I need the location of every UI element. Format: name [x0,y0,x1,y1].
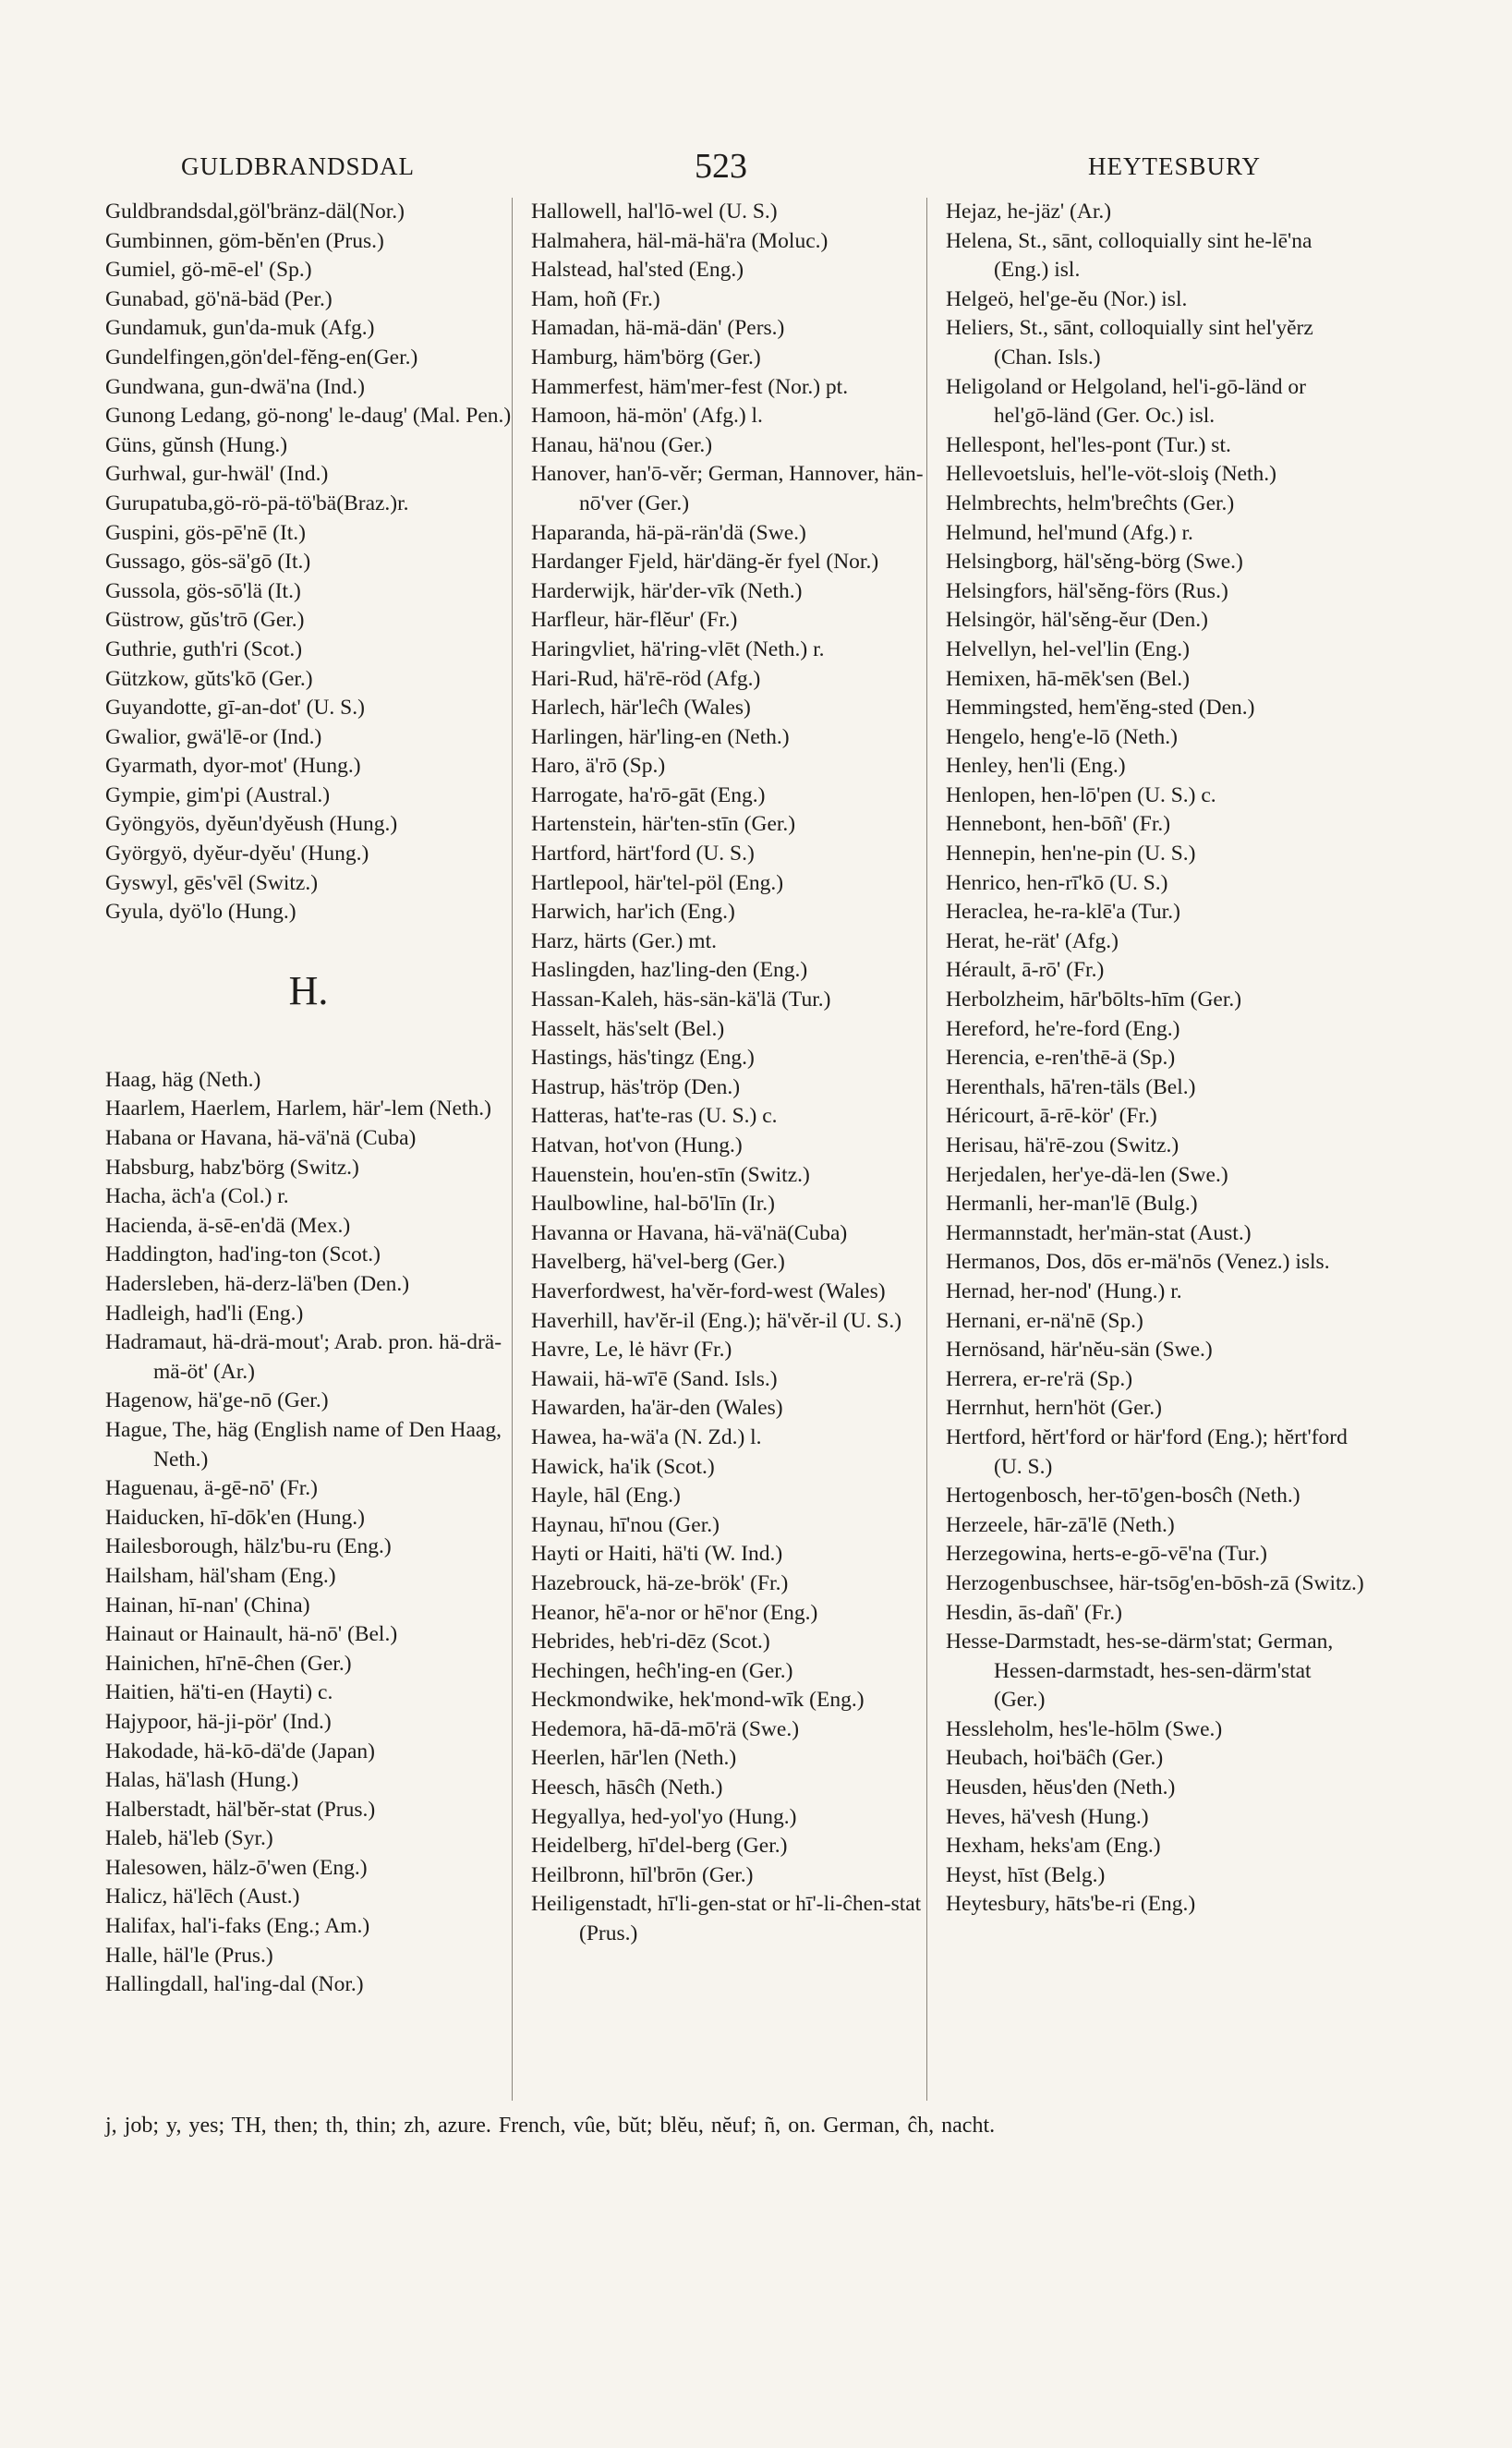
gazetteer-entry: Haverfordwest, ha'vĕr-ford-west (Wales) [531,1279,886,1303]
gazetteer-entry: Haslingden, haz'ling-den (Eng.) [531,958,808,983]
gazetteer-entry: Heidelberg, hī'del-berg (Ger.) [531,1834,788,1859]
gazetteer-entry: Helmbrechts, helm'breĉhts (Ger.) [946,491,1235,515]
gazetteer-entry: Gurupatuba,gö-rö-pä-tö'bä(Braz.)r. [105,491,409,515]
gazetteer-entry: Heyst, hīst (Belg.) [946,1862,1106,1887]
gazetteer-entry: Gussago, gös-sä'gō (It.) [105,550,311,575]
gazetteer-entry: Guthrie, guth'ri (Scot.) [105,636,303,661]
gazetteer-entry: Hayle, hāl (Eng.) [531,1484,681,1509]
gazetteer-entry: Gwalior, gwä'lē-or (Ind.) [105,724,322,749]
gazetteer-entry: Hadleigh, had'li (Eng.) [105,1301,304,1326]
gazetteer-entry: Hajypoor, hä-ji-pör' (Ind.) [105,1709,332,1734]
gazetteer-entry: Hellespont, hel'les-pont (Tur.) st. [946,432,1231,457]
gazetteer-entry: Gyula, dyö'lo (Hung.) [105,900,296,925]
column-1-entries-h [105,1066,512,2000]
gazetteer-entry: Haverhill, hav'ĕr-il (Eng.); hä'vĕr-il (U. S.) [531,1308,902,1333]
gazetteer-entry: Hazebrouck, hä-ze-brök' (Fr.) [531,1570,789,1595]
gazetteer-entry: Hennebont, hen-bōñ' (Fr.) [946,812,1171,837]
gazetteer-entry: Haddington, had'ing-ton (Scot.) [105,1242,381,1267]
column-1-entries-g [105,198,512,927]
gazetteer-entry: Heanor, hē'a-nor or hē'nor (Eng.) [531,1600,818,1625]
gazetteer-entry: Herbolzheim, hār'bōlts-hīm (Ger.) [946,988,1242,1012]
gazetteer-entry: Harrogate, ha'rō-gāt (Eng.) [531,782,766,807]
gazetteer-entry: Halicz, hä'lēch (Aust.) [105,1884,300,1909]
gazetteer-entry: Heliers, St., sānt, colloquially sint hel'yĕrz (Chan. Isls.) [946,316,1313,370]
gazetteer-entry: Halesowen, hälz-ō'wen (Eng.) [105,1855,368,1880]
gazetteer-entry: Hérault, ā-rō' (Fr.) [946,958,1105,983]
gazetteer-entry: Helsingfors, häl'sĕng-förs (Rus.) [946,578,1228,603]
gazetteer-entry: Herisau, hä'rē-zou (Switz.) [946,1133,1179,1157]
gazetteer-entry: Haguenau, ä-gē-nō' (Fr.) [105,1476,319,1501]
gazetteer-entry: Hermannstadt, her'män-stat (Aust.) [946,1220,1252,1245]
gazetteer-entry: Hainaut or Hainault, hä-nō' (Bel.) [105,1622,398,1647]
pronunciation-key-footer: j, job; y, yes; TH, then; th, thin; zh, azure. French, vûe, bŭt; blĕu, nĕuf; ñ, on. German, ĉh, nacht. [105,2114,996,2138]
gazetteer-entry: Gunong Ledang, gö-nong' le-daug' (Mal. Pen.) [105,404,512,429]
gazetteer-entry: Herencia, e-ren'thē-ä (Sp.) [946,1046,1176,1071]
gazetteer-entry: Hermanos, Dos, dōs er-mä'nōs (Venez.) isls. [946,1250,1330,1275]
gazetteer-entry: Henlopen, hen-lō'pen (U. S.) c. [946,782,1216,807]
gazetteer-entry: Halstead, hal'sted (Eng.) [531,258,744,283]
gazetteer-entry: Güstrow, gŭs'trō (Ger.) [105,608,305,633]
gazetteer-entry: Herzogenbuschsee, här-tsōg'en-bōsh-zā (Switz.) [946,1570,1364,1595]
gazetteer-entry: Hastrup, häs'tröp (Den.) [531,1074,741,1099]
column-3-entries [946,198,1366,1920]
gazetteer-entry: Hesdin, ās-dañ' (Fr.) [946,1600,1122,1625]
gazetteer-entry: Haitien, hä'ti-en (Hayti) c. [105,1680,333,1705]
gazetteer-entry: Henley, hen'li (Eng.) [946,754,1126,779]
gazetteer-entry: Haparanda, hä-pä-rän'dä (Swe.) [531,520,806,545]
gazetteer-entry: Hawaii, hä-wī'ē (Sand. Isls.) [531,1366,778,1391]
gazetteer-entry: Haringvliet, hä'ring-vlēt (Neth.) r. [531,636,825,661]
page-header [181,140,1261,192]
gazetteer-entry: Gyöngyös, dyĕun'dyĕush (Hung.) [105,812,398,837]
gazetteer-entry: Habsburg, habz'börg (Switz.) [105,1155,359,1180]
gazetteer-entry: Hamoon, hä-mön' (Afg.) l. [531,404,763,429]
gazetteer-entry: Hauenstein, hou'en-stīn (Switz.) [531,1162,810,1187]
gazetteer-entry: Haleb, hä'leb (Syr.) [105,1826,273,1851]
gazetteer-entry: Gurhwal, gur-hwäl' (Ind.) [105,462,329,487]
gazetteer-entry: Halmahera, häl-mä-hä'ra (Moluc.) [531,228,829,253]
gazetteer-entry: Gunabad, gö'nä-bäd (Per.) [105,286,333,311]
gazetteer-entry: Heves, hä'vesh (Hung.) [946,1804,1149,1829]
gazetteer-entry: Hawarden, ha'är-den (Wales) [531,1396,783,1421]
running-head-right: HEYTESBURY [1087,151,1261,180]
gazetteer-entry: Harlech, här'leĉh (Wales) [531,696,751,721]
gazetteer-entry: Hartlepool, här'tel-pöl (Eng.) [531,870,784,895]
gazetteer-entry: Habana or Havana, hä-vä'nä (Cuba) [105,1126,417,1151]
gazetteer-entry: Haro, ä'rō (Sp.) [531,754,666,779]
gazetteer-entry: Haag, häg (Neth.) [105,1067,261,1092]
gazetteer-entry: Hejaz, he-jäz' (Ar.) [946,200,1112,224]
gazetteer-entry: Hammerfest, häm'mer-fest (Nor.) pt. [531,374,849,399]
gazetteer-entry: Hadramaut, hä-drä-mout'; Arab. pron. hä-drä-mä-öt' (Ar.) [105,1330,502,1384]
gazetteer-entry: Haarlem, Haerlem, Harlem, här'-lem (Neth.) [105,1097,491,1121]
gazetteer-entry: Harz, härts (Ger.) mt. [531,928,717,953]
gazetteer-entry: Heubach, hoi'bäĉh (Ger.) [946,1746,1164,1771]
gazetteer-entry: Herat, he-rät' (Afg.) [946,928,1119,953]
gazetteer-entry: Heligoland or Helgoland, hel'i-gō-länd or hel'gō-länd (Ger. Oc.) isl. [946,374,1306,429]
gazetteer-entry: Hakodade, hä-kō-dä'de (Japan) [105,1739,375,1763]
gazetteer-entry: Herrnhut, hern'höt (Ger.) [946,1396,1162,1421]
gazetteer-entry: Herenthals, hā'ren-täls (Bel.) [946,1074,1196,1099]
gazetteer-entry: Guldbrandsdal,göl'bränz-däl(Nor.) [105,200,405,224]
gazetteer-entry: Heiligenstadt, hī'li-gen-stat or hī'-li-ĉhen-stat (Prus.) [531,1892,922,1946]
column-1 [105,198,512,2101]
gazetteer-entry: Hanover, han'ō-vĕr; German, Hannover, hän-nō'ver (Ger.) [531,462,924,515]
section-letter-h: H. [288,967,329,1013]
gazetteer-entry: Harderwijk, här'der-vīk (Neth.) [531,578,803,603]
gazetteer-entry: Hainan, hī-nan' (China) [105,1593,310,1618]
gazetteer-entry: Hamburg, häm'börg (Ger.) [531,345,761,370]
gazetteer-entry: Hemixen, hā-mēk'sen (Bel.) [946,666,1190,691]
gazetteer-entry: Heckmondwike, hek'mond-wīk (Eng.) [531,1688,865,1713]
gazetteer-entry: Hebrides, heb'ri-dēz (Scot.) [531,1630,770,1654]
gazetteer-entry: Gumiel, gö-mē-el' (Sp.) [105,258,312,283]
gazetteer-entry: Hailsham, häl'sham (Eng.) [105,1563,336,1588]
gazetteer-entry: Herzeele, hār-zā'lē (Neth.) [946,1512,1175,1537]
gazetteer-entry: Helsingborg, häl'sĕng-börg (Swe.) [946,550,1243,575]
entry-columns [105,198,1366,2101]
gazetteer-entry: Helsingör, häl'sĕng-ĕur (Den.) [946,608,1208,633]
gazetteer-entry: Hernösand, här'nĕu-sän (Swe.) [946,1338,1213,1363]
gazetteer-entry: Hacha, äch'a (Col.) r. [105,1184,289,1209]
gazetteer-entry: Heerlen, hār'len (Neth.) [531,1746,737,1771]
gazetteer-entry: Gundwana, gun-dwä'na (Ind.) [105,374,365,399]
gazetteer-entry: Heytesbury, hāts'be-ri (Eng.) [946,1892,1196,1917]
gazetteer-entry: Gundelfingen,gön'del-fĕng-en(Ger.) [105,345,418,370]
gazetteer-entry: Hexham, heks'am (Eng.) [946,1834,1161,1859]
gazetteer-entry: Halberstadt, häl'bĕr-stat (Prus.) [105,1797,376,1822]
gazetteer-entry: Helmund, hel'mund (Afg.) r. [946,520,1193,545]
column-2 [512,198,926,2101]
column-3 [926,198,1366,2101]
gazetteer-entry: Gumbinnen, göm-bĕn'en (Prus.) [105,228,384,253]
gazetteer-entry: Hayti or Haiti, hä'ti (W. Ind.) [531,1542,783,1567]
gazetteer-entry: Hellevoetsluis, hel'le-vöt-sloiş (Neth.) [946,462,1276,487]
gazetteer-entry: Haynau, hī'nou (Ger.) [531,1512,720,1537]
gazetteer-entry: Hardanger Fjeld, här'däng-ĕr fyel (Nor.) [531,550,879,575]
gazetteer-entry: Hernani, er-nä'nē (Sp.) [946,1308,1143,1333]
gazetteer-entry: Hacienda, ä-sē-en'dä (Mex.) [105,1213,351,1238]
gazetteer-entry: Hermanli, her-man'lē (Bulg.) [946,1192,1198,1217]
gazetteer-entry: Hallowell, hal'lō-wel (U. S.) [531,200,778,224]
gazetteer-entry: Güns, gŭnsh (Hung.) [105,432,288,457]
gazetteer-entry: Hereford, he're-ford (Eng.) [946,1016,1180,1041]
gazetteer-entry: Hartenstein, här'ten-stīn (Ger.) [531,812,796,837]
gazetteer-entry: Halle, häl'le (Prus.) [105,1943,273,1968]
gazetteer-entry: Hegyallya, hed-yol'yo (Hung.) [531,1804,797,1829]
gazetteer-entry: Hemmingsted, hem'ĕng-sted (Den.) [946,696,1255,721]
gazetteer-entry: Heilbronn, hīl'brōn (Ger.) [531,1862,754,1887]
gazetteer-entry: Héricourt, ā-rē-kör' (Fr.) [946,1104,1157,1129]
gazetteer-entry: Harlingen, här'ling-en (Neth.) [531,724,790,749]
gazetteer-entry: Hastings, häs'tingz (Eng.) [531,1046,755,1071]
gazetteer-entry: Hessleholm, hes'le-hōlm (Swe.) [946,1716,1223,1741]
running-head-left: GULDBRANDSDAL [181,151,416,180]
gazetteer-entry: Halifax, hal'i-faks (Eng.; Am.) [105,1914,370,1939]
gazetteer-entry: Havre, Le, lė hävr (Fr.) [531,1338,732,1363]
gazetteer-entry: Hernad, her-nod' (Hung.) r. [946,1279,1182,1303]
gazetteer-entry: Helvellyn, hel-vel'lin (Eng.) [946,636,1190,661]
gazetteer-entry: Hechingen, heĉh'ing-en (Ger.) [531,1658,793,1683]
gazetteer-entry: Guyandotte, gī-an-dot' (U. S.) [105,696,365,721]
column-2-entries [531,198,926,1949]
gazetteer-entry: Havelberg, hä'vel-berg (Ger.) [531,1250,785,1275]
gazetteer-entry: Hartford, härt'ford (U. S.) [531,842,755,866]
gazetteer-entry: Heraclea, he-ra-klē'a (Tur.) [946,900,1180,925]
gazetteer-entry: Guspini, gös-pē'nē (It.) [105,520,306,545]
gazetteer-entry: Hedemora, hā-dā-mō'rä (Swe.) [531,1716,800,1741]
gazetteer-entry: Hatteras, hat'te-ras (U. S.) c. [531,1104,778,1129]
gazetteer-entry: Hennepin, hen'ne-pin (U. S.) [946,842,1196,866]
page-number: 523 [695,147,747,186]
gazetteer-entry: Hallingdall, hal'ing-dal (Nor.) [105,1972,364,1997]
gazetteer-entry: Ham, hoñ (Fr.) [531,286,660,311]
gazetteer-entry: Harfleur, här-flĕur' (Fr.) [531,608,738,633]
gazetteer-entry: Hawea, ha-wä'a (N. Zd.) l. [531,1424,762,1449]
gazetteer-entry: Heusden, hĕus'den (Neth.) [946,1775,1176,1800]
gazetteer-entry: Gundamuk, gun'da-muk (Afg.) [105,316,375,341]
gazetteer-entry: Hengelo, heng'e-lō (Neth.) [946,724,1178,749]
gazetteer-entry: Hertogenbosch, her-tō'gen-bosĉh (Neth.) [946,1484,1300,1509]
gazetteer-entry: Herjedalen, her'ye-dä-len (Swe.) [946,1162,1228,1187]
gazetteer-entry: Haulbowline, hal-bō'līn (Ir.) [531,1192,775,1217]
gazetteer-entry: Halas, hä'lash (Hung.) [105,1768,299,1793]
gazetteer-entry: Herrera, er-re'rä (Sp.) [946,1366,1133,1391]
gazetteer-entry: Hagenow, hä'ge-nō (Ger.) [105,1388,329,1413]
gazetteer-entry: Hainichen, hī'nē-ĉhen (Ger.) [105,1651,352,1676]
gazetteer-entry: Györgyö, dyĕur-dyĕu' (Hung.) [105,842,369,866]
gazetteer-entry: Hailesborough, hälz'bu-ru (Eng.) [105,1534,392,1559]
gazetteer-entry: Heesch, hāsĉh (Neth.) [531,1775,723,1800]
gazetteer-entry: Hatvan, hot'von (Hung.) [531,1133,743,1157]
gazetteer-entry: Havanna or Havana, hä-vä'nä(Cuba) [531,1220,848,1245]
gazetteer-entry: Hasselt, häs'selt (Bel.) [531,1016,725,1041]
gazetteer-entry: Hari-Rud, hä'rē-röd (Afg.) [531,666,761,691]
gazetteer-entry: Henrico, hen-rī'kō (U. S.) [946,870,1168,895]
gazetteer-entry: Gützkow, gŭts'kō (Ger.) [105,666,313,691]
gazetteer-entry: Harwich, har'ich (Eng.) [531,900,735,925]
gazetteer-entry: Herzegowina, herts-e-gō-vē'na (Tur.) [946,1542,1267,1567]
gazetteer-entry: Helgeö, hel'ge-ĕu (Nor.) isl. [946,286,1188,311]
gazetteer-entry: Hassan-Kaleh, häs-sän-kä'lä (Tur.) [531,988,831,1012]
gazetteer-entry: Hesse-Darmstadt, hes-se-därm'stat; German, Hessen-darmstadt, hes-sen-därm'stat (Ger.) [946,1630,1334,1713]
gazetteer-entry: Hertford, hĕrt'ford or här'ford (Eng.); hĕrt'ford (U. S.) [946,1424,1348,1479]
gazetteer-entry: Hanau, hä'nou (Ger.) [531,432,713,457]
gazetteer-entry: Hamadan, hä-mä-dän' (Pers.) [531,316,785,341]
gazetteer-entry: Gympie, gim'pi (Austral.) [105,782,331,807]
gazetteer-entry: Helena, St., sānt, colloquially sint he-lē'na (Eng.) isl. [946,228,1312,283]
gazetteer-entry: Gyswyl, gēs'vēl (Switz.) [105,870,319,895]
gazetteer-entry: Hague, The, häg (English name of Den Haag, Neth.) [105,1417,502,1472]
gazetteer-entry: Hawick, ha'ik (Scot.) [531,1454,715,1479]
gazetteer-entry: Gyarmath, dyor-mot' (Hung.) [105,754,361,779]
gazetteer-entry: Haiducken, hī-dōk'en (Hung.) [105,1505,365,1530]
gazetteer-entry: Hadersleben, hä-derz-lä'ben (Den.) [105,1272,410,1296]
gazetteer-entry: Gussola, gös-sō'lä (It.) [105,578,301,603]
